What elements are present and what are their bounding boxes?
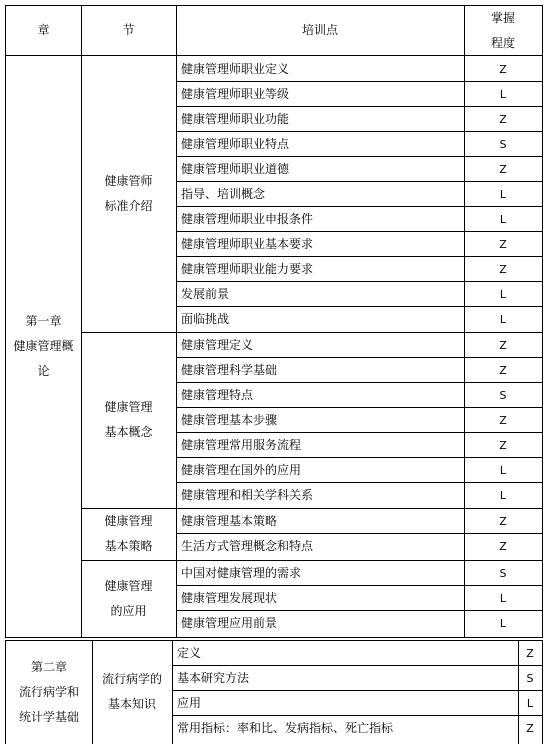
chapter2-line2: 流行病学和 — [18, 684, 79, 699]
chapter2-label — [6, 640, 92, 744]
point-cell: 健康管理师职业特点 — [181, 137, 290, 151]
header-section: 节 — [122, 23, 135, 37]
point-cell: 健康管理师职业等级 — [181, 87, 290, 101]
point-cell: 健康管理师职业基本要求 — [181, 237, 314, 251]
grid-line — [176, 585, 543, 586]
section-label — [81, 55, 176, 332]
grid-line — [176, 206, 543, 207]
header-point: 培训点 — [301, 23, 338, 37]
point-cell: 健康管理基本策略 — [181, 514, 278, 528]
section-label-line2: 基本知识 — [107, 697, 156, 711]
chapter1-line2: 健康管理概 — [13, 338, 74, 353]
point-cell: 健康管理基本步骤 — [181, 413, 278, 427]
point-cell: 生活方式管理概念和特点 — [181, 539, 314, 553]
point-cell: 健康管理特点 — [181, 388, 254, 402]
level-cell: L — [526, 697, 534, 710]
point-cell: 常用指标：率和比、发病指标、死亡指标 — [177, 721, 394, 735]
level-cell: Z — [499, 263, 507, 276]
level-cell: Z — [499, 238, 507, 251]
level-cell: S — [499, 389, 507, 402]
grid-line — [5, 5, 543, 6]
level-cell: S — [526, 672, 534, 685]
grid-line — [172, 665, 543, 666]
section-label — [81, 560, 176, 637]
level-cell: Z — [526, 647, 534, 660]
grid-line — [172, 715, 543, 716]
grid-line — [176, 407, 543, 408]
point-cell: 定义 — [177, 646, 202, 660]
point-cell: 健康管理师职业道德 — [181, 162, 290, 176]
point-cell: 健康管理和相关学科关系 — [181, 488, 314, 502]
grid-line — [176, 382, 543, 383]
section-label-line1: 健康管师 — [104, 173, 153, 188]
grid-line — [176, 357, 543, 358]
grid-line — [5, 55, 543, 56]
grid-line — [176, 457, 543, 458]
level-cell: L — [499, 313, 507, 326]
grid-line — [176, 432, 543, 433]
point-cell: 健康管理在国外的应用 — [181, 463, 302, 477]
chapter2-line3: 统计学基础 — [18, 709, 79, 724]
grid-line — [176, 131, 543, 132]
level-cell: Z — [499, 339, 507, 352]
section-label-line2: 标准介绍 — [104, 198, 153, 213]
grid-line — [92, 640, 93, 744]
level-cell: Z — [499, 113, 507, 126]
point-cell: 健康管理科学基础 — [181, 363, 278, 377]
point-cell: 基本研究方法 — [177, 671, 250, 685]
section-label-line2: 基本概念 — [104, 425, 153, 439]
grid-line — [81, 332, 543, 333]
header-chapter: 章 — [37, 23, 50, 37]
grid-line — [172, 690, 543, 691]
level-cell: Z — [526, 722, 534, 735]
chapter1-label — [6, 55, 81, 637]
grid-line — [176, 610, 543, 611]
level-cell: L — [499, 464, 507, 477]
grid-line — [176, 281, 543, 282]
section-label — [81, 508, 176, 560]
grid-line — [172, 640, 173, 744]
grid-line — [176, 5, 177, 638]
grid-line — [176, 533, 543, 534]
level-cell: L — [499, 489, 507, 502]
point-cell: 健康管理师职业能力要求 — [181, 262, 314, 276]
point-cell: 指导、培训概念 — [181, 187, 266, 201]
chapter2-line1: 第二章 — [30, 659, 67, 674]
point-cell: 中国对健康管理的需求 — [181, 566, 302, 580]
grid-line — [176, 106, 543, 107]
grid-line — [81, 508, 543, 509]
grid-line — [464, 5, 465, 638]
point-cell: 健康管理师职业申报条件 — [181, 212, 314, 226]
level-cell: Z — [499, 540, 507, 553]
header-level-line1: 掌握 — [490, 10, 515, 25]
grid-line — [542, 5, 543, 638]
chapter1-line3: 论 — [37, 363, 50, 378]
section-label — [81, 332, 176, 508]
section-label-line2: 基本策略 — [104, 539, 153, 553]
point-cell: 健康管理定义 — [181, 338, 254, 352]
grid-line — [518, 640, 519, 744]
grid-line — [176, 181, 543, 182]
level-cell: Z — [499, 364, 507, 377]
point-cell: 健康管理应用前景 — [181, 616, 278, 630]
grid-line — [81, 5, 82, 638]
grid-line — [5, 637, 543, 638]
point-cell: 应用 — [177, 696, 202, 710]
level-cell: Z — [499, 163, 507, 176]
section-label-line1: 流行病学的 — [101, 672, 162, 686]
point-cell: 健康管理发展现状 — [181, 591, 278, 605]
level-cell: L — [499, 213, 507, 226]
grid-line — [542, 640, 543, 744]
header-level — [464, 6, 542, 55]
point-cell: 发展前景 — [181, 287, 230, 301]
grid-line — [176, 256, 543, 257]
grid-line — [5, 640, 6, 744]
header-level-line2: 程度 — [490, 35, 515, 50]
chapter1-line1: 第一章 — [25, 313, 62, 328]
level-cell: S — [499, 567, 507, 580]
grid-line — [176, 231, 543, 232]
level-cell: L — [499, 617, 507, 630]
level-cell: L — [499, 88, 507, 101]
level-cell: Z — [499, 63, 507, 76]
level-cell: L — [499, 592, 507, 605]
level-cell: S — [499, 138, 507, 151]
grid-line — [5, 5, 6, 638]
grid-line — [176, 81, 543, 82]
point-cell: 健康管理师职业功能 — [181, 112, 290, 126]
grid-line — [176, 482, 543, 483]
grid-line — [5, 640, 543, 641]
section-label — [92, 640, 172, 744]
level-cell: Z — [499, 515, 507, 528]
level-cell: L — [499, 288, 507, 301]
section-label-line1: 健康管理 — [104, 400, 153, 414]
level-cell: Z — [499, 414, 507, 427]
grid-line — [176, 156, 543, 157]
point-cell: 健康管理常用服务流程 — [181, 438, 302, 452]
section-label-line2: 的应用 — [110, 603, 147, 618]
level-cell: L — [499, 188, 507, 201]
point-cell: 面临挑战 — [181, 312, 230, 326]
section-label-line1: 健康管理 — [104, 578, 153, 593]
point-cell: 健康管理师职业定义 — [181, 62, 290, 76]
grid-line — [176, 306, 543, 307]
grid-line — [81, 560, 543, 561]
level-cell: Z — [499, 439, 507, 452]
section-label-line1: 健康管理 — [104, 514, 153, 528]
